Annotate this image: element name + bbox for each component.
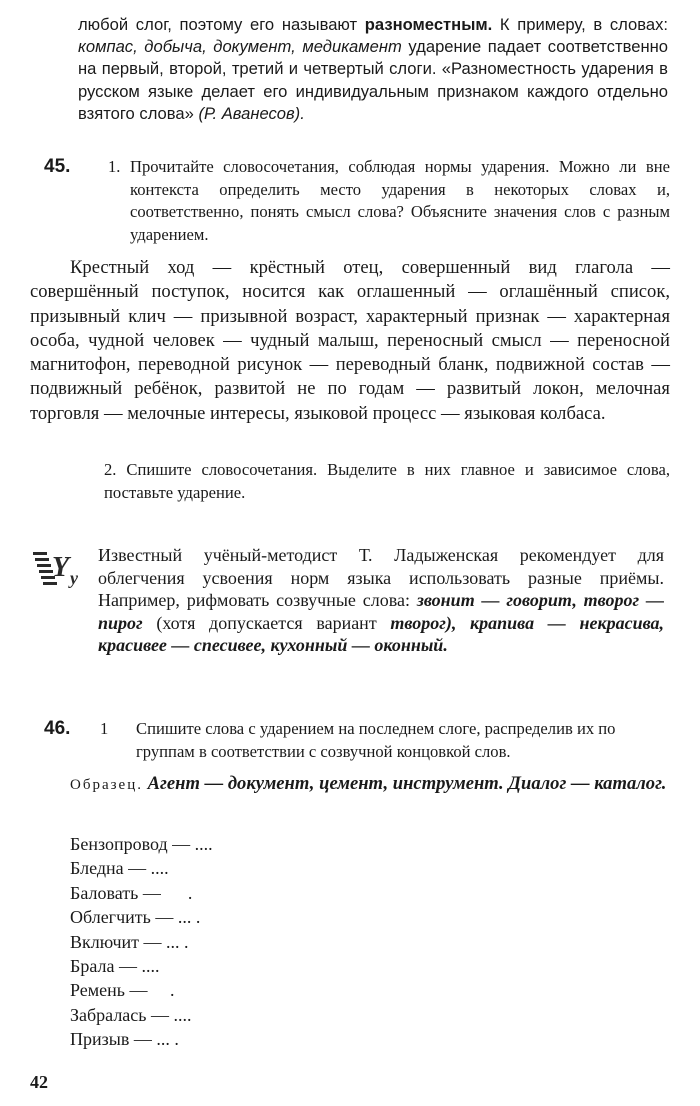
list-item: Бледна — .... xyxy=(70,858,169,879)
term-raznomestnym: разноместным. xyxy=(364,15,493,34)
sample-line xyxy=(30,772,670,797)
rhyme-examples-1: звонит — говорит, творог — пирог xyxy=(98,590,664,633)
list-item: Забралась — .... xyxy=(70,1004,192,1025)
list-item: Бензопровод — .... xyxy=(70,834,213,854)
exercise-45-task1: Прочитайте словосочетания, соблюдая нормы ударения. Можно ли вне контекста определить место ударения в некоторых словах и, соответственно, понять смысл слова? Объясните значения слов с разным ударением. xyxy=(130,157,670,244)
intro-text-1: любой слог, поэтому его называют xyxy=(78,15,365,34)
sample-label: Образец. xyxy=(70,777,143,793)
teacher-note-lead xyxy=(98,544,664,657)
list-item: Брала — .... xyxy=(70,956,160,977)
teacher-note-text-2: (хотя допускается вариант xyxy=(142,612,391,633)
exercise-45-task2: 2. Спишите словосочетания. Выделите в них главное и зависимое слова, поставьте ударение. xyxy=(104,460,670,502)
intro-text-3: ударение падает соответственно на первый, второй, третий и четвертый слоги. «Разноместность ударения в русском языке делает его индивидуальным признаком каждого отдельно взятого слова» xyxy=(78,37,668,123)
teacher-note-icon xyxy=(30,546,92,590)
example-words: компас, добыча, документ, медикамент xyxy=(78,37,402,57)
intro-text-2: К примеру, в словах: xyxy=(492,15,668,34)
exercise-46-task: Спишите слова с ударением на последнем слоге, распределив их по группам в соответствии с созвучной концовкой слов. xyxy=(136,719,616,761)
citation: (Р. Аванесов). xyxy=(198,103,305,123)
exercise-45-number: 45. xyxy=(44,156,71,177)
list-item: Призыв — ... . xyxy=(70,1029,179,1050)
exercise-45-word-pairs: Крестный ход — крёстный отец, совершенный вид глагола — совершённый поступок, носится как оглашенный — оглашённый список, призывный клич — призывной возраст, характерный признак — характерная особа, чудной человек — чудный малыш, переносный смысл — переносной магнитофон, переводной рисунок — переводный бланк, подвижной состав — подвижный ребёнок, развитой не по годам — развитый локон, мелочная торговля — мелочные интересы, языковой процесс — языковая колбаса. xyxy=(30,257,670,424)
list-item: Облегчить — ... . xyxy=(70,907,201,928)
list-item: Баловать — . xyxy=(70,882,193,903)
rhyme-examples-2: творог), крапива — некрасива, красивее — спесивее, кухонный — оконный. xyxy=(98,612,664,656)
sample-text: Агент — документ, цемент, инструмент. Диалог — каталог. xyxy=(147,773,667,794)
list-item: Включит — ... . xyxy=(70,931,189,952)
teacher-note-text-1: Известный учёный-методист Т. Ладыженская рекомендует для облегчения усвоения норм языка использовать разные приёмы. Например, рифмовать созвучные слова: xyxy=(98,545,664,611)
exercise-46-task-number: 1 xyxy=(100,719,109,738)
exercise-46-number: 46. xyxy=(44,718,71,739)
exercise-45-task1-number: 1. xyxy=(108,157,121,176)
page-number: 42 xyxy=(30,1072,48,1092)
intro-paragraph xyxy=(78,14,668,125)
svg-text:Y: Y xyxy=(52,552,70,583)
svg-text:y: y xyxy=(70,568,78,588)
word-list xyxy=(70,832,213,1052)
list-item: Ремень — . xyxy=(70,980,175,1001)
